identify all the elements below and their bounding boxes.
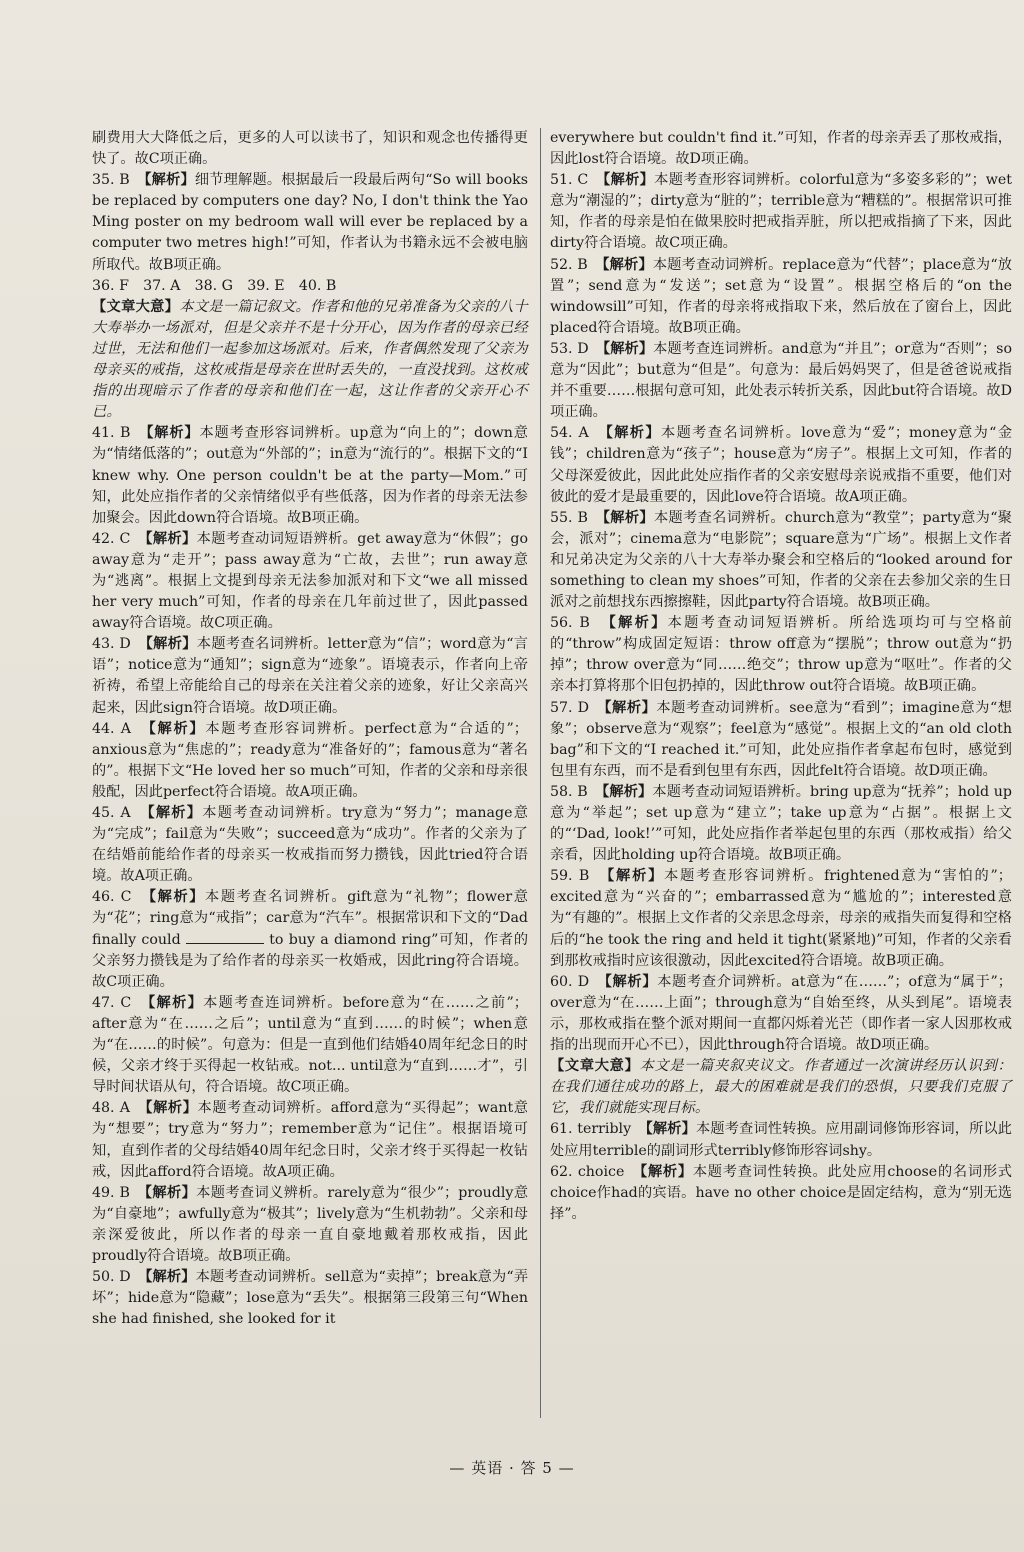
paragraph-text: 本题考查动词辨析。sell意为“卖掉”；break意为“弄坏”；hide意为“隐藏”；lose意为“丢失”。根据第三段第三句“When she had finished, she looked for it [92, 1269, 529, 1328]
text-paragraph [550, 128, 1012, 170]
answer-item [550, 613, 1012, 697]
analysis-tag: 【解析】 [604, 973, 658, 990]
answer-item [550, 866, 1012, 971]
paragraph-text: everywhere but couldn't find it.”可知，作者的母亲弄丢了那枚戒指，因此lost符合语境。故D项正确。 [550, 130, 1012, 168]
paragraph-text: 36. F 37. A 38. G 39. E 40. B [92, 277, 337, 294]
column-divider [540, 128, 541, 1418]
paragraph-text: 本题考查形容词辨析。up意为“向上的”；down意为“情绪低落的”；out意为“外部的”；in意为“流行的”。根据下文的“I knew why. One person couldn't be at the party—Mom.”可知，此处应指作者的父亲情绪似乎有些低落，因为作者的母亲无法参加聚会。因此down符合语境。故B项正确。 [92, 425, 528, 526]
analysis-tag: 【解析】 [645, 1121, 697, 1138]
analysis-tag: 【解析】 [145, 1100, 198, 1117]
answer-item [92, 423, 528, 528]
analysis-tag: 【解析】 [605, 425, 661, 442]
paragraph-text: 本题考查词性转换。此处应用choose的名词形式choice作had的宾语。have no other choice是固定结构，意为“别无选择”。 [550, 1163, 1012, 1222]
answer-number: 54. A [550, 425, 589, 442]
answer-item [92, 634, 528, 718]
analysis-tag: 【解析】 [640, 1163, 693, 1180]
paragraph-text: 本题考查名词辨析。church意为“教堂”；party意为“聚会，派对”；cinema意为“电影院”；square意为“广场”。根据上文作者和兄弟决定为父亲的八十大寿举办聚会和空格后的“looked around for something to clean my shoes”可知，作者的父亲在去参加父亲的生日派对之前想找东西擦擦鞋，因此party符合语境。故B项正确。 [550, 509, 1012, 611]
paragraph-text: 本题考查词性转换。应用副词修饰形容词，所以此处应用terrible的副词形式terribly修饰形容词shy。 [550, 1121, 1012, 1159]
answer-number: 44. A [92, 720, 132, 737]
analysis-tag: 【解析】 [146, 425, 200, 442]
answer-number: 42. C [92, 530, 131, 547]
article-summary [550, 1056, 1012, 1119]
analysis-tag: 【解析】 [602, 783, 653, 800]
answer-item [92, 719, 528, 803]
text-paragraph [92, 276, 528, 297]
answer-item [550, 170, 1012, 254]
answer-number: 48. A [92, 1100, 130, 1117]
answer-number: 57. D [550, 699, 590, 716]
paragraph-text: to buy a diamond ring”可知，作者的父亲努力攒钱是为了给作者的母亲买一枚婚戒，因此ring符合语境。故C项正确。 [92, 931, 529, 990]
answer-item [550, 255, 1012, 339]
answer-number: 53. D [550, 340, 589, 357]
left-column [92, 128, 528, 1330]
analysis-tag: 【解析】 [604, 699, 657, 716]
answer-item [92, 993, 528, 1098]
answer-item [92, 1267, 528, 1330]
paragraph-text: 刷费用大大降低之后，更多的人可以读书了，知识和观念也传播得更快了。故C项正确。 [92, 130, 528, 168]
paragraph-text: 本题考查动词辨析。try意为“努力”；manage意为“完成”；fail意为“失败”；succeed意为“成功”。作者的父亲为了在结婚前能给作者的母亲买一枚戒指而努力攒钱，因此tried符合语境。故A项正确。 [92, 805, 528, 885]
text-paragraph [92, 128, 528, 170]
analysis-tag: 【解析】 [145, 1269, 196, 1286]
paragraph-text: 本题考查动词短语辨析。所给选项均可与空格前的“throw”构成固定短语：throw off意为“摆脱”；throw out意为“扔掉”；throw over意为“同……绝交”；throw up意为“呕吐”。作者的父亲本打算将那个旧包扔掉的，因此throw out符合语境。故B项正确。 [550, 615, 1012, 695]
analysis-tag: 【解析】 [147, 805, 203, 821]
paragraph-text: 本题考查动词辨析。afford意为“买得起”；want意为“想要”；try意为“努力”；remember意为“记住”。根据语境可知，直到作者的父母结婚40周年纪念日时，父亲才终于买得起一枚钻戒，因此afford符合语境。故A项正确。 [92, 1100, 528, 1180]
paragraph-text: 本题考查动词辨析。see意为“看到”；imagine意为“想象”；observe意为“观察”；feel意为“感觉”。根据上文的“an old cloth bag”和下文的“I reached it.”可知，此处应指作者拿起布包时，感觉到包里有东西，而不是看到包里有东西，因此felt符合语境。故D项正确。 [550, 699, 1012, 779]
answer-number: 52. B [550, 256, 588, 273]
paragraph-text: 本题考查形容词辨析。colorful意为“多姿多彩的”；wet意为“潮湿的”；dirty意为“脏的”；terrible意为“糟糕的”。根据常识可推知，作者的母亲是怕在做果胶时把戒指弄脏，所以把戒指摘了下来，因此dirty符合语境。故C项正确。 [550, 172, 1012, 252]
answer-item [92, 529, 528, 634]
answer-item [550, 1119, 1012, 1161]
analysis-tag: 【解析】 [145, 636, 197, 653]
right-column [550, 128, 1012, 1225]
answer-number: 56. B [550, 615, 590, 632]
answer-item [550, 782, 1012, 866]
answer-item [550, 423, 1012, 507]
paragraph-text: 本文是一篇夹叙夹议文。作者通过一次演讲经历认识到：在我们通往成功的路上，最大的困难就是我们的恐惧，只要我们克服了它，我们就能实现目标。 [550, 1058, 1012, 1117]
answer-item [550, 339, 1012, 423]
answer-number: 49. B [92, 1184, 130, 1201]
answer-item [550, 972, 1012, 1056]
paragraph-text: 本文是一篇记叙文。作者和他的兄弟准备为父亲的八十大寿举办一场派对，但是父亲并不是十分开心，因为作者的母亲已经过世，无法和他们一起参加这场派对。后来，作者偶然发现了父亲为母亲买的戒指，这枚戒指是母亲在世时丢失的，一直没找到。这枚戒指的出现暗示了作者的母亲和他们在一起，这让作者的父亲开心不已。 [92, 298, 528, 421]
analysis-tag: 【解析】 [144, 172, 195, 189]
article-summary [92, 297, 528, 424]
answer-number: 41. B [92, 425, 131, 442]
analysis-tag: 【解析】 [607, 868, 665, 885]
analysis-tag: 【解析】 [608, 615, 668, 632]
paragraph-text: 本题考查动词短语辨析。get away意为“休假”；go away意为“走开”；pass away意为“亡故，去世”；run away意为“逃离”。根据上文提到母亲无法参加派对和下文“we all missed her very much”可知，作者的母亲在几年前过世了，因此passed away符合语境。故C项正确。 [92, 530, 528, 632]
analysis-tag: 【解析】 [148, 994, 204, 1011]
analysis-tag: 【文章大意】 [92, 298, 180, 315]
analysis-tag: 【解析】 [603, 340, 654, 357]
paragraph-text: 本题考查连词辨析。and意为“并且”；or意为“否则”；so意为“因此”；but意为“但是”。句意为：最后妈妈哭了，但是爸爸说戒指并不重要……根据句意可知，此处表示转折关系，因此but符合语境。故D项正确。 [550, 340, 1013, 421]
answer-number: 35. B [92, 172, 130, 189]
paragraph-text: 本题考查连词辨析。before意为“在……之前”；after意为“在……之后”；until意为“直到……的时候”；when意为“在……的时候”。句意为：但是一直到他们结婚40周年纪念日的时候，父亲才终于买得起一枚钻戒。not... until意为“直到……才”，引导时间状语从句，符合语境。故C项正确。 [92, 994, 528, 1096]
analysis-tag: 【文章大意】 [550, 1058, 640, 1075]
answer-number: 50. D [92, 1269, 131, 1286]
paragraph-text: 本题考查名词辨析。love意为“爱”；money意为“金钱”；children意为“孩子”；house意为“房子”。根据上文可知，作者的父母深爱彼此，因此此处应指作者的父亲安慰母亲说戒指不重要，他们对彼此的爱才是最重要的，因此love符合语境。故A项正确。 [550, 425, 1013, 505]
fill-blank [186, 931, 264, 944]
analysis-tag: 【解析】 [145, 530, 197, 547]
answer-item [550, 508, 1012, 613]
paragraph-text: 本题考查形容词辨析。perfect意为“合适的”；anxious意为“焦虑的”；ready意为“准备好的”；famous意为“著名的”。根据下文“He loved her so much”可知，作者的父亲和母亲很般配，因此perfect符合语境。故A项正确。 [92, 720, 528, 800]
answer-number: 59. B [550, 868, 590, 885]
answer-item [92, 170, 528, 275]
answer-number: 51. C [550, 172, 589, 189]
analysis-tag: 【解析】 [148, 720, 206, 737]
answer-item [92, 1098, 528, 1182]
analysis-tag: 【解析】 [148, 889, 206, 906]
answer-number: 60. D [550, 973, 590, 990]
analysis-tag: 【解析】 [603, 172, 655, 189]
answer-number: 43. D [92, 636, 131, 653]
answer-number: 47. C [92, 994, 132, 1011]
answer-item [550, 698, 1012, 782]
page-footer: — 英语 · 答 5 — [449, 1459, 575, 1477]
paragraph-text: 本题考查词义辨析。rarely意为“很少”；proudly意为“自豪地”；awfully意为“极其”；lively意为“生机勃勃”。父亲和母亲深爱彼此，所以作者的母亲一直自豪地戴着那枚戒指，因此proudly符合语境。故B项正确。 [92, 1184, 529, 1264]
paragraph-text: 本题考查名词辨析。letter意为“信”；word意为“言语”；notice意为“通知”；sign意为“迹象”。语境表示，作者向上帝祈祷，希望上帝能给自己的母亲在关注着父亲的迹象，好让父亲高兴起来，因此sign符合语境。故D项正确。 [92, 636, 528, 716]
answer-item [92, 803, 528, 887]
analysis-tag: 【解析】 [602, 509, 654, 526]
paragraph-text: 细节理解题。根据最后一段最后两句“So will books be replaced by computers one day? No, I don't think the Yao Ming poster on my bedroom wall will ever be replaced by a computer two metres high!”可知，作者认为书籍永远不会被电脑所取代。故B项正确。 [92, 172, 528, 273]
answer-number: 55. B [550, 509, 588, 526]
answer-item [92, 1183, 528, 1267]
answer-item [92, 887, 528, 992]
analysis-tag: 【解析】 [602, 256, 653, 273]
answer-number: 58. B [550, 783, 588, 800]
paragraph-text: 本题考查动词辨析。replace意为“代替”；place意为“放置”；send意为“发送”；set意为“设置”。根据空格后的“on the windowsill”可知，作者的母亲将戒指取下来，然后放在了窗台上，因此placed符合语境。故B项正确。 [550, 256, 1012, 336]
answer-item [550, 1162, 1012, 1225]
answer-number: 45. A [92, 805, 131, 821]
answer-number: 62. choice [550, 1163, 625, 1180]
answer-number: 46. C [92, 889, 132, 906]
paragraph-text: 本题考查形容词辨析。frightened意为“害怕的”；excited意为“兴奋的”；embarrassed意为“尴尬的”；interested意为“有趣的”。根据上文作者的父亲思念母亲，母亲的戒指失而复得和空格后的“he took the ring and held it tight(紧紧地)”可知，作者的父亲看到那枚戒指时应该很激动，因此excited符合语境。故B项正确。 [550, 868, 1012, 969]
paragraph-text: 本题考查名词辨析。gift意为“礼物”；flower意为“花”；ring意为“戒指”；car意为“汽车”。根据常识和下文的“Dad finally could [92, 889, 528, 948]
analysis-tag: 【解析】 [144, 1184, 197, 1201]
paragraph-text: 本题考查动词短语辨析。bring up意为“抚养”；hold up意为“举起”；set up意为“建立”；take up意为“占据”。根据上文的“‘Dad, look!’”可知，此处应指作者举起包里的东西（那枚戒指）给父亲看，因此holding up符合语境。故B项正确。 [550, 783, 1013, 864]
answer-number: 61. terribly [550, 1121, 632, 1138]
paragraph-text: 本题考查介词辨析。at意为“在……”；of意为“属于”；over意为“在……上面”；through意为“自始至终，从头到尾”。语境表示，那枚戒指在整个派对期间一直都闪烁着光芒（即作者一家人因那枚戒指的出现而开心不已），因此through符合语境。故D项正确。 [550, 973, 1012, 1054]
